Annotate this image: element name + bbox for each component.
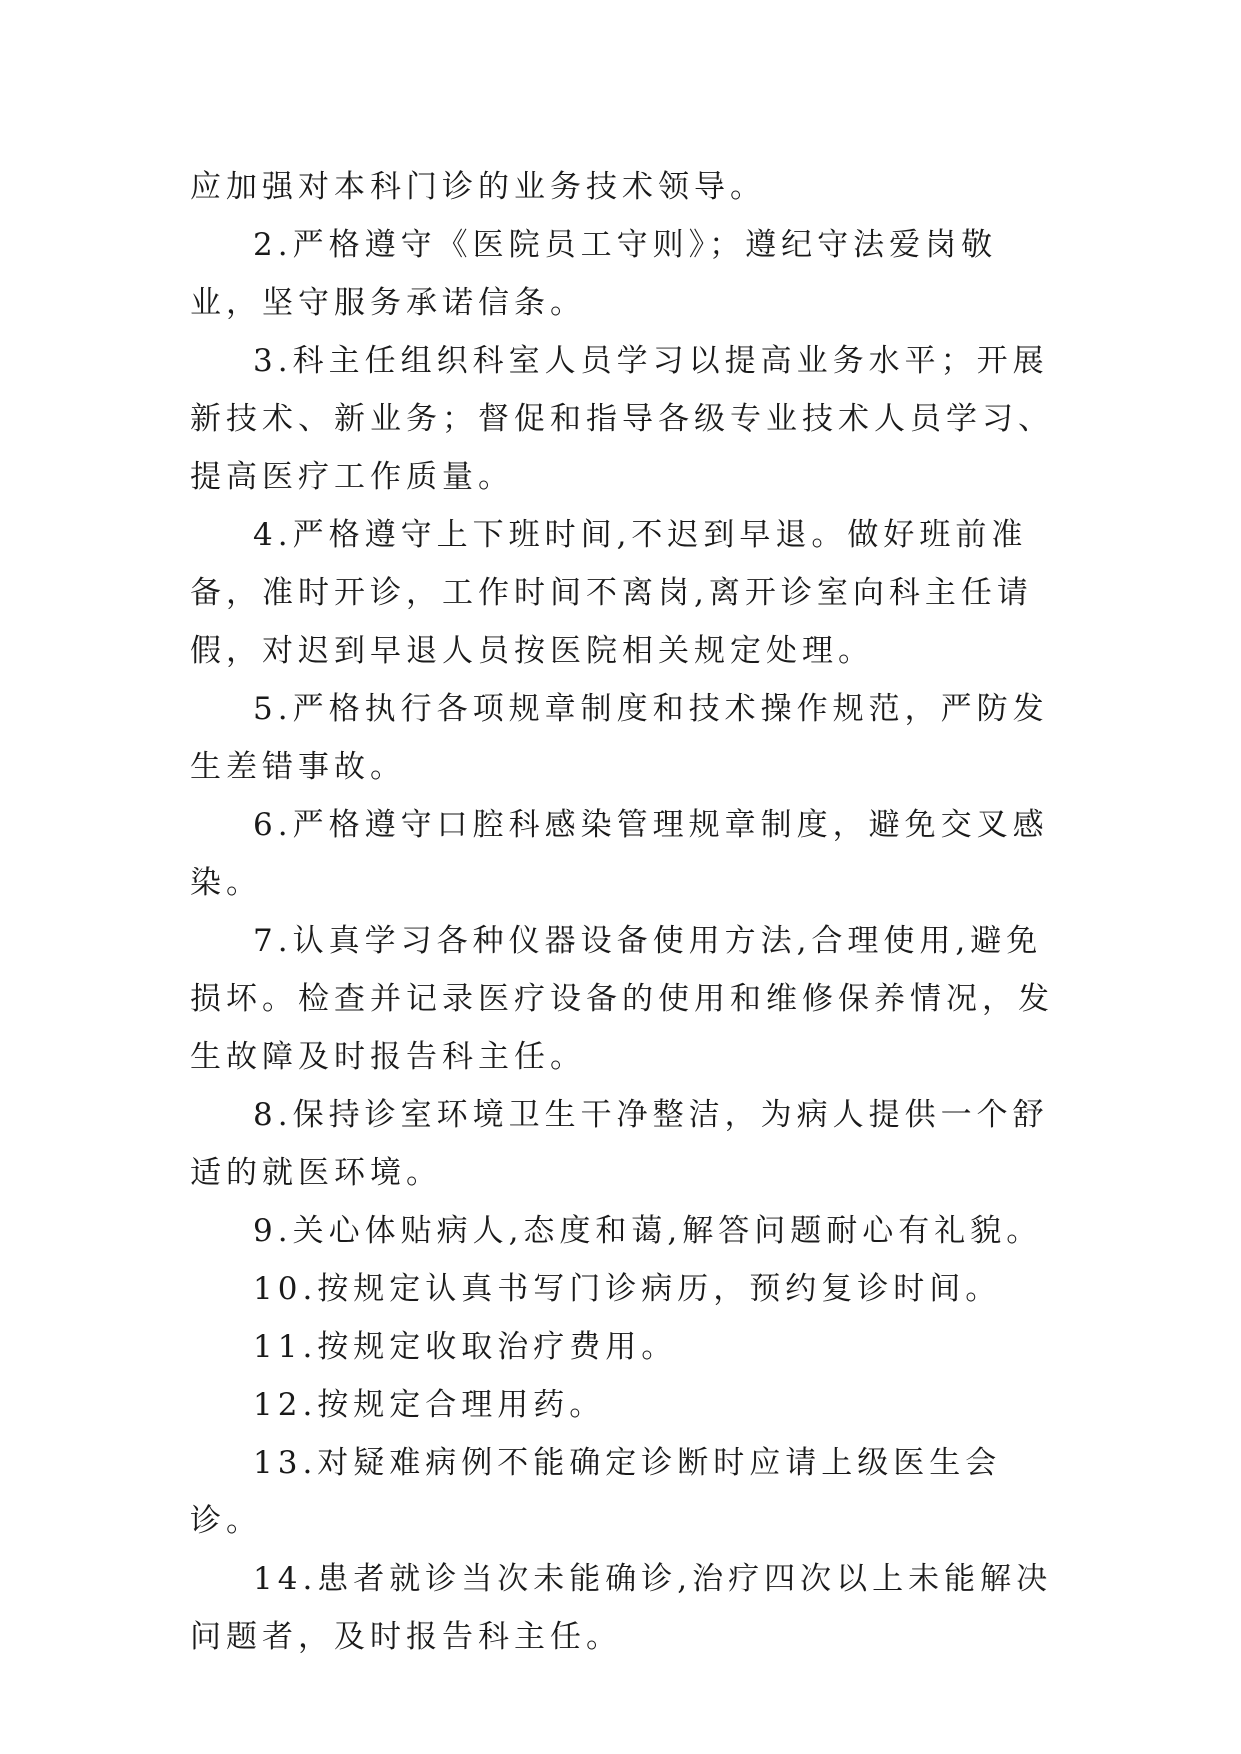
rule-item-14: 14.患者就诊当次未能确诊,治疗四次以上未能解决问题者，及时报告科主任。	[190, 1561, 1053, 1655]
rule-item-4: 4.严格遵守上下班时间,不迟到早退。做好班前准备，准时开诊，工作时间不离岗,离开诊室向科主任请假，对迟到早退人员按医院相关规定处理。	[190, 517, 1033, 669]
rule-item-11: 11.按规定收取治疗费用。	[253, 1329, 678, 1365]
paragraph-continuation: 应加强对本科门诊的业务技术领导。	[190, 169, 766, 205]
rule-item-2: 2.严格遵守《医院员工守则》；遵纪守法爱岗敬业，坚守服务承诺信条。	[190, 227, 998, 321]
rule-item-13: 13.对疑难病例不能确定诊断时应请上级医生会诊。	[190, 1445, 1002, 1539]
rule-item-7: 7.认真学习各种仪器设备使用方法,合理使用,避免损坏。检查并记录医疗设备的使用和维修保养情况，发生故障及时报告科主任。	[190, 923, 1054, 1075]
rule-item-3: 3.科主任组织科室人员学习以提高业务水平；开展新技术、新业务；督促和指导各级专业技术人员学习、提高医疗工作质量。	[190, 343, 1054, 495]
document-body	[190, 158, 1060, 1666]
rule-item-9: 9.关心体贴病人,态度和蔼,解答问题耐心有礼貌。	[253, 1213, 1043, 1249]
rule-item-8: 8.保持诊室环境卫生干净整洁，为病人提供一个舒适的就医环境。	[190, 1097, 1049, 1191]
rule-item-10: 10.按规定认真书写门诊病历，预约复诊时间。	[253, 1271, 1002, 1307]
rule-item-12: 12.按规定合理用药。	[253, 1387, 606, 1423]
rule-item-5: 5.严格执行各项规章制度和技术操作规范，严防发生差错事故。	[190, 691, 1049, 785]
rule-item-6: 6.严格遵守口腔科感染管理规章制度，避免交叉感染。	[190, 807, 1049, 901]
